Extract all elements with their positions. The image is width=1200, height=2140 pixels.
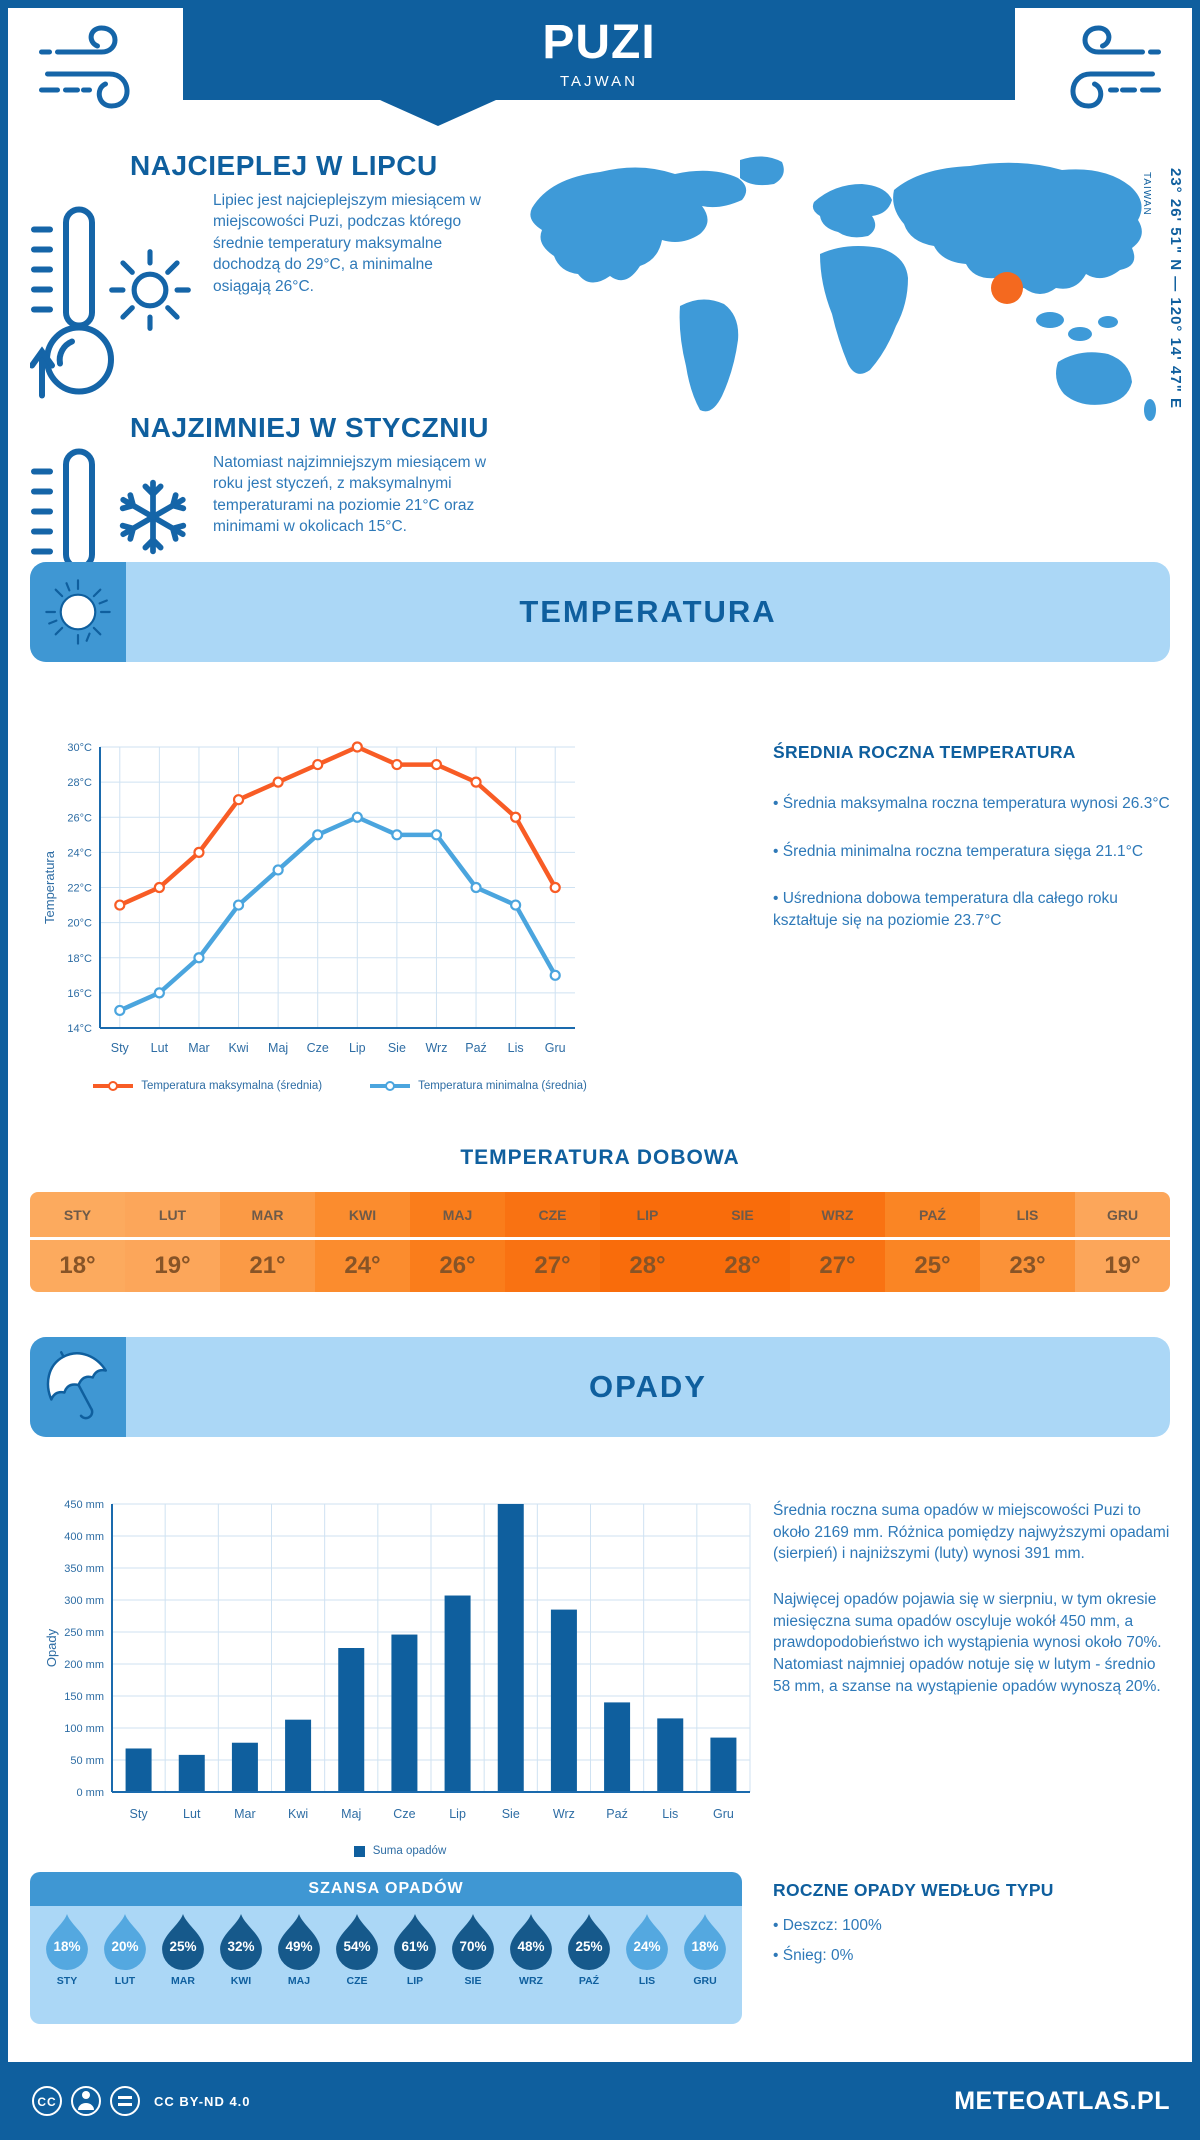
data-point	[511, 813, 520, 822]
table-month: LIP	[600, 1192, 695, 1240]
y-tick: 200 mm	[64, 1659, 104, 1671]
table-cell-LIS	[980, 1192, 1075, 1292]
x-tick: Sie	[501, 1807, 520, 1821]
y-tick: 30°C	[67, 742, 92, 754]
droplet-percent: 18%	[691, 1939, 719, 1954]
table-cell-LIP	[600, 1192, 695, 1292]
daily-temperature-table	[30, 1192, 1170, 1292]
bar-Lut	[179, 1755, 205, 1792]
temperature-section-banner	[30, 562, 1170, 662]
precip-type-bullet: • Śnieg: 0%	[773, 1946, 854, 1964]
droplet-GRU	[676, 1906, 734, 2024]
droplet-month: STY	[56, 1975, 78, 1987]
y-axis-label: Temperatura	[42, 851, 57, 924]
table-month: SIE	[695, 1192, 790, 1240]
country-vertical-label: TAIWAN	[1141, 172, 1152, 216]
precipitation-bar-chart	[40, 1492, 760, 1837]
data-point	[392, 830, 401, 839]
droplet-KWI	[212, 1906, 270, 2024]
sun-banner-icon	[30, 562, 126, 662]
data-point	[432, 760, 441, 769]
sun-icon	[108, 248, 192, 332]
droplet-percent: 70%	[459, 1939, 487, 1954]
title-banner	[183, 8, 1015, 100]
droplet-MAJ	[270, 1906, 328, 2024]
x-tick: Lis	[662, 1807, 679, 1821]
droplet-LIS	[618, 1906, 676, 2024]
table-month: GRU	[1075, 1192, 1170, 1240]
x-tick: Cze	[393, 1807, 416, 1821]
y-tick: 28°C	[67, 777, 92, 790]
droplet-month: LIS	[638, 1975, 656, 1987]
droplet-percent: 32%	[227, 1939, 255, 1954]
y-axis-label: Opady	[44, 1628, 59, 1668]
y-tick: 0 mm	[76, 1787, 104, 1799]
droplet-month: MAJ	[287, 1975, 311, 1987]
y-tick: 400 mm	[64, 1531, 104, 1543]
droplet-month: MAR	[171, 1975, 195, 1987]
x-tick: Kwi	[228, 1041, 249, 1055]
table-cell-STY	[30, 1192, 125, 1292]
wind-icon	[30, 18, 155, 118]
data-point	[353, 743, 362, 752]
annual-temp-bullet: • Średnia maksymalna roczna temperatura wynosi 26.3°C	[773, 795, 1170, 812]
table-value: 26°	[439, 1252, 476, 1279]
data-point	[353, 813, 362, 822]
precip-type-panel	[773, 1880, 1173, 1992]
droplet-MAR	[154, 1906, 212, 2024]
y-tick: 100 mm	[64, 1723, 104, 1735]
table-month: WRZ	[790, 1192, 885, 1240]
bar-Maj	[338, 1648, 364, 1792]
droplet-month: LIP	[406, 1975, 424, 1987]
svg-text:CC: CC	[37, 2095, 57, 2109]
x-tick: Wrz	[425, 1041, 448, 1055]
footer	[0, 2062, 1200, 2140]
droplet-SIE	[444, 1906, 502, 2024]
license-text: CC BY-ND 4.0	[154, 2093, 251, 2109]
droplet-month: WRZ	[519, 1975, 543, 1987]
y-tick: 24°C	[67, 847, 92, 860]
x-tick: Sie	[387, 1041, 406, 1055]
data-point	[194, 848, 203, 857]
droplet-percent: 49%	[285, 1939, 313, 1954]
precip-paragraph: Najwięcej opadów pojawia się w sierpniu, w tym okresie miesięczna suma opadów oscyluje wokół 450 mm, a prawdopodobieństwo ich wystąpienia wynosi około 70%. Natomiast najmniej opadów notuje się w lutym - średnio 58 mm, a szanse na wystąpienie opadów wynoszą 20%.	[773, 1591, 1162, 1695]
table-value: 27°	[534, 1252, 571, 1279]
rain-chance-block	[30, 1872, 742, 2024]
droplet-percent: 54%	[343, 1939, 371, 1954]
snowflake-icon	[110, 474, 196, 560]
temperature-legend	[60, 1080, 620, 1092]
y-tick: 16°C	[67, 987, 92, 1000]
droplet-CZE	[328, 1906, 386, 2024]
data-point	[234, 901, 243, 910]
droplet-month: PAŹ	[578, 1975, 600, 1987]
table-value: 28°	[724, 1252, 761, 1279]
table-month: LIS	[980, 1192, 1075, 1240]
precipitation-legend	[40, 1845, 760, 1857]
x-tick: Lut	[183, 1807, 201, 1821]
table-cell-PAŹ	[885, 1192, 980, 1292]
x-tick: Cze	[306, 1041, 329, 1055]
droplet-percent: 61%	[401, 1939, 429, 1954]
y-tick: 300 mm	[64, 1595, 104, 1607]
data-point	[194, 953, 203, 962]
bar-Paź	[604, 1702, 630, 1792]
bar-Cze	[391, 1635, 417, 1792]
bar-Mar	[232, 1743, 258, 1792]
x-tick: Wrz	[552, 1807, 575, 1821]
table-value: 18°	[59, 1252, 96, 1279]
table-month: LUT	[125, 1192, 220, 1240]
legend-item-min	[370, 1080, 587, 1092]
page-subtitle: TAJWAN	[560, 72, 638, 90]
x-tick: Mar	[234, 1807, 256, 1821]
x-tick: Mar	[188, 1041, 210, 1055]
droplet-percent: 48%	[517, 1939, 545, 1954]
table-value: 27°	[819, 1252, 856, 1279]
y-tick: 14°C	[67, 1023, 92, 1035]
bar-Sie	[498, 1504, 524, 1792]
annual-temp-bullet: • Uśredniona dobowa temperatura dla całego roku kształtuje się na poziomie 23.7°C	[773, 890, 1118, 930]
x-tick: Lis	[507, 1041, 524, 1055]
annual-temperature-panel	[773, 742, 1173, 958]
y-tick: 20°C	[67, 917, 92, 930]
precipitation-section-banner	[30, 1337, 1170, 1437]
droplet-LUT	[96, 1906, 154, 2024]
x-tick: Gru	[544, 1041, 566, 1055]
data-point	[155, 883, 164, 892]
data-point	[115, 1006, 124, 1015]
droplet-percent: 20%	[111, 1939, 139, 1954]
bar-Wrz	[551, 1610, 577, 1792]
table-cell-GRU	[1075, 1192, 1170, 1292]
cc-license-icons	[30, 2084, 142, 2118]
table-value: 19°	[154, 1252, 191, 1279]
precip-type-heading: ROCZNE OPADY WEDŁUG TYPU	[773, 1880, 1054, 1900]
left-border	[0, 0, 8, 2140]
data-point	[472, 883, 481, 892]
y-tick: 250 mm	[64, 1627, 104, 1639]
x-tick: Paź	[606, 1807, 628, 1821]
droplet-WRZ	[502, 1906, 560, 2024]
droplet-percent: 24%	[633, 1939, 661, 1954]
data-point	[274, 865, 283, 874]
droplet-month: KWI	[230, 1975, 252, 1987]
temperature-line-chart	[40, 733, 585, 1078]
warmest-heading: NAJCIEPLEJ W LIPCU	[130, 150, 438, 181]
bar-Lip	[445, 1596, 471, 1792]
world-map	[490, 148, 1165, 433]
bar-Gru	[710, 1738, 736, 1792]
table-month: STY	[30, 1192, 125, 1240]
table-value: 28°	[629, 1252, 666, 1279]
data-point	[313, 760, 322, 769]
right-border	[1192, 0, 1200, 2140]
x-tick: Sty	[110, 1041, 129, 1055]
table-value: 19°	[1104, 1252, 1141, 1279]
daily-table-title: TEMPERATURA DOBOWA	[460, 1146, 740, 1169]
data-point	[392, 760, 401, 769]
droplet-percent: 25%	[575, 1939, 603, 1954]
x-tick: Lip	[348, 1041, 366, 1055]
droplet-month: CZE	[346, 1975, 368, 1987]
droplet-percent: 18%	[53, 1939, 81, 1954]
location-marker	[991, 272, 1023, 304]
table-cell-LUT	[125, 1192, 220, 1292]
x-tick: Lip	[449, 1807, 466, 1821]
data-point	[551, 883, 560, 892]
x-tick: Maj	[341, 1807, 362, 1821]
table-month: CZE	[505, 1192, 600, 1240]
table-cell-WRZ	[790, 1192, 885, 1292]
precipitation-section-title: OPADY	[589, 1369, 707, 1404]
annual-temperature-heading: ŚREDNIA ROCZNA TEMPERATURA	[773, 742, 1076, 762]
legend-label-min: Temperatura minimalna (średnia)	[418, 1080, 587, 1092]
x-tick: Kwi	[288, 1807, 309, 1821]
precip-paragraph: Średnia roczna suma opadów w miejscowości Puzi to około 2169 mm. Różnica pomiędzy najwyższymi opadami (sierpień) i najniższymi (luty) wynosi 391 mm.	[773, 1502, 1170, 1563]
temperature-section-title: TEMPERATURA	[519, 594, 777, 629]
x-tick: Lut	[150, 1041, 169, 1055]
legend-label-sum: Suma opadów	[372, 1845, 447, 1857]
table-month: KWI	[315, 1192, 410, 1240]
table-value: 23°	[1009, 1252, 1046, 1279]
data-point	[472, 778, 481, 787]
table-month: MAR	[220, 1192, 315, 1240]
top-border	[0, 0, 1200, 8]
annual-temp-bullet: • Średnia minimalna roczna temperatura sięga 21.1°C	[773, 842, 1144, 860]
y-tick: 50 mm	[70, 1755, 104, 1767]
bar-Kwi	[285, 1720, 311, 1792]
x-tick: Sty	[129, 1807, 148, 1821]
data-point	[551, 971, 560, 980]
wind-icon	[1045, 18, 1170, 118]
x-tick: Gru	[712, 1807, 734, 1821]
brand-label: METEOATLAS.PL	[954, 2086, 1170, 2115]
table-month: PAŹ	[885, 1192, 980, 1240]
droplet-month: LUT	[114, 1975, 136, 1987]
page-title: PUZI	[542, 15, 656, 69]
data-point	[432, 830, 441, 839]
y-tick: 150 mm	[64, 1691, 104, 1703]
y-tick: 350 mm	[64, 1563, 104, 1575]
y-tick: 26°C	[67, 812, 92, 825]
data-point	[234, 795, 243, 804]
precipitation-summary-panel	[773, 1500, 1173, 1724]
bar-Lis	[657, 1718, 683, 1792]
coordinates-label: 23° 26' 51" N — 120° 14' 47" E	[1167, 168, 1184, 409]
table-cell-CZE	[505, 1192, 600, 1292]
droplet-percent: 25%	[169, 1939, 197, 1954]
rain-chance-title: SZANSA OPADÓW	[30, 1872, 742, 1906]
y-tick: 450 mm	[64, 1499, 104, 1511]
legend-item-max	[93, 1080, 322, 1092]
x-tick: Paź	[465, 1041, 487, 1055]
table-value: 25°	[914, 1252, 951, 1279]
table-month: MAJ	[410, 1192, 505, 1240]
table-value: 24°	[344, 1252, 381, 1279]
table-cell-MAJ	[410, 1192, 505, 1292]
coldest-heading: NAJZIMNIEJ W STYCZNIU	[130, 412, 489, 443]
umbrella-icon	[30, 1337, 126, 1437]
license-block	[30, 2084, 251, 2118]
droplet-month: SIE	[464, 1975, 482, 1987]
droplet-PAŹ	[560, 1906, 618, 2024]
droplet-LIP	[386, 1906, 444, 2024]
table-cell-SIE	[695, 1192, 790, 1292]
data-point	[155, 988, 164, 997]
bar-Sty	[126, 1748, 152, 1792]
y-tick: 18°C	[67, 952, 92, 965]
warmest-text: Lipiec jest najcieplejszym miesiącem w miejscowości Puzi, podczas którego średnie temperatury maksymalne dochodzą do 29°C, a minimalne osiągają 26°C.	[213, 192, 481, 295]
banner-ribbon-notch	[380, 100, 496, 126]
x-tick: Maj	[268, 1041, 289, 1055]
data-point	[115, 901, 124, 910]
table-cell-KWI	[315, 1192, 410, 1292]
data-point	[313, 830, 322, 839]
table-value: 21°	[249, 1252, 286, 1279]
coldest-text: Natomiast najzimniejszym miesiącem w roku jest styczeń, z maksymalnymi temperaturami na poziomie 21°C oraz minimami w okolicach 15°C.	[213, 454, 487, 536]
legend-label-max: Temperatura maksymalna (średnia)	[141, 1080, 323, 1092]
data-point	[274, 778, 283, 787]
table-cell-MAR	[220, 1192, 315, 1292]
droplet-STY	[38, 1906, 96, 2024]
series-line	[120, 817, 555, 1010]
y-tick: 22°C	[67, 882, 92, 895]
legend-swatch	[354, 1846, 365, 1857]
droplet-month: GRU	[693, 1975, 717, 1987]
data-point	[511, 901, 520, 910]
precip-type-bullet: • Deszcz: 100%	[773, 1917, 882, 1934]
rain-chance-droplets	[30, 1906, 742, 2024]
